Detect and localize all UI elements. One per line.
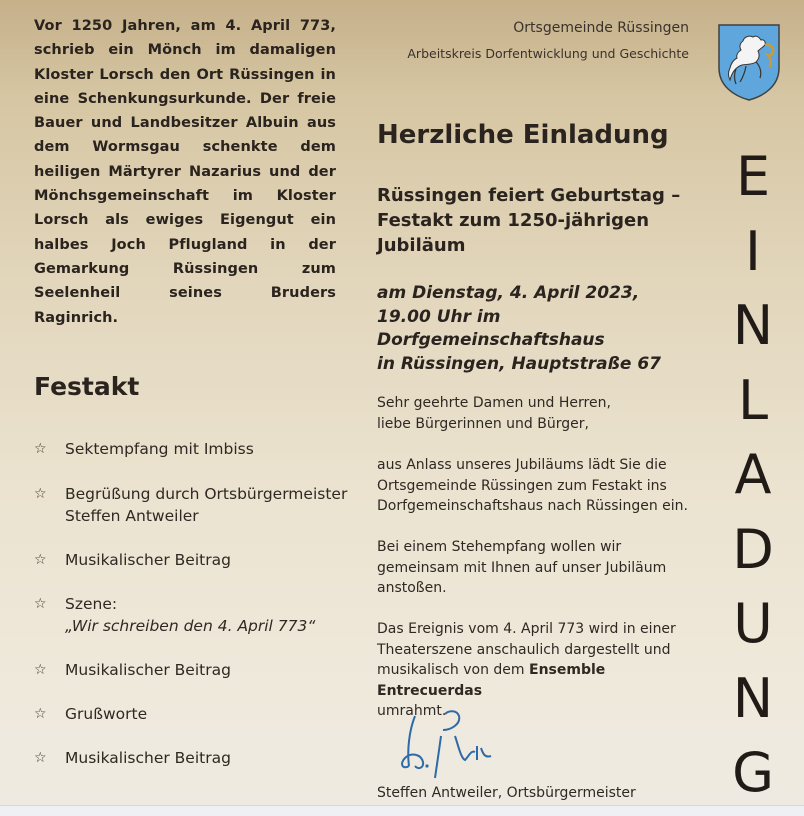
star-outline-icon: ☆: [34, 552, 47, 568]
vertical-letter: G: [732, 741, 774, 804]
event-time-venue: 19.00 Uhr im Dorfgemeinschaftshaus: [377, 306, 605, 350]
star-outline-icon: ☆: [34, 750, 47, 766]
program-item-label: Musikalischer Beitrag: [65, 661, 231, 679]
program-item: [34, 747, 354, 769]
program-item: [34, 703, 354, 725]
program-item: [34, 438, 354, 460]
vertical-letter: D: [732, 517, 774, 581]
intro-paragraph: Vor 1250 Jahren, am 4. April 773, schrieb ein Mönch im damaligen Kloster Lorsch den Ort Rüssingen in eine Schenkungsurkunde. Der freie Bauer und Landbesitzer Albuin aus dem Wormsgau schenkte dem heiligen Märtyrer Nazarius und der Mönchsgemeinschaft im Kloster Lorsch als ewiges Eigengut ein halbes Joch Pflugland in der Gemarkung Rüssingen zum Seelenheil seines Bruders Raginrich.: [34, 18, 336, 326]
program-item: [34, 549, 354, 571]
event-date-location: [377, 282, 697, 376]
program-item: [34, 593, 354, 637]
vertical-letter: I: [745, 219, 761, 283]
event-date: am Dienstag, 4. April 2023,: [377, 283, 640, 303]
program-item-label: Sektempfang mit Imbiss: [65, 440, 254, 458]
program-item-label: Szene:: [65, 595, 118, 613]
signer-name: Steffen Antweiler, Ortsbürgermeister: [377, 785, 636, 801]
paragraph-line: musikalisch von dem: [377, 662, 529, 678]
invitation-heading: Herzliche Einladung: [377, 120, 669, 150]
vertical-letter: N: [732, 666, 774, 730]
vertical-letter: N: [732, 294, 774, 357]
organization-subtitle: Arbeitskreis Dorfentwicklung und Geschichte: [407, 46, 689, 61]
event-title-line: Rüssingen feiert Geburtstag –: [377, 185, 681, 206]
vertical-word-einladung: [718, 140, 788, 811]
paragraph-line: Bei einem Stehempfang wollen wir: [377, 539, 622, 555]
program-item: [34, 483, 354, 527]
star-outline-icon: ☆: [34, 486, 47, 502]
star-outline-icon: ☆: [34, 662, 47, 678]
greeting: [377, 393, 697, 434]
program-item-label: Musikalischer Beitrag: [65, 749, 231, 767]
star-outline-icon: ☆: [34, 706, 47, 722]
vertical-letter: U: [733, 592, 773, 655]
paragraph-line: Dorfgemeinschaftshaus nach Rüssingen ein.: [377, 498, 688, 514]
viewer-bottom-bar: [0, 805, 804, 816]
program-item-sub: „Wir schreiben den 4. April 773“: [65, 617, 316, 635]
festakt-heading: Festakt: [34, 372, 140, 401]
program-item-label: Grußworte: [65, 705, 148, 723]
invitation-paragraph: [377, 455, 697, 517]
star-outline-icon: ☆: [34, 596, 47, 612]
reception-paragraph: [377, 537, 697, 599]
event-title-line: Festakt zum 1250-jährigen: [377, 210, 650, 231]
vertical-letter: L: [737, 368, 769, 432]
organization-name: Ortsgemeinde Rüssingen: [513, 20, 689, 36]
ensemble-name: Ensemble Entrecuerdas: [377, 662, 606, 699]
paragraph-line: anstoßen.: [377, 580, 447, 596]
program-item-label: Musikalischer Beitrag: [65, 551, 231, 569]
paragraph-line: aus Anlass unseres Jubiläums lädt Sie die: [377, 457, 667, 473]
vertical-letter: E: [735, 145, 771, 208]
paragraph-line: Das Ereignis vom 4. April 773 wird in einer: [377, 621, 676, 637]
signature-image: [385, 696, 515, 786]
vertical-letter: A: [734, 443, 772, 506]
program-list: [34, 438, 354, 769]
paragraph-line: gemeinsam mit Ihnen auf unser Jubiläum: [377, 559, 667, 576]
paragraph-line: umrahmt.: [377, 703, 447, 719]
greeting-line: liebe Bürgerinnen und Bürger,: [377, 415, 589, 432]
event-title-line: Jubiläum: [377, 235, 466, 256]
program-item-sub: Steffen Antweiler: [65, 507, 199, 525]
paragraph-line: Theaterszene anschaulich dargestellt und: [377, 641, 671, 658]
program-item: [34, 659, 354, 681]
event-address: in Rüssingen, Hauptstraße 67: [377, 353, 661, 374]
program-item-label: Begrüßung durch Ortsbürgermeister: [65, 485, 348, 503]
event-title: [377, 183, 697, 258]
greeting-line: Sehr geehrte Damen und Herren,: [377, 395, 611, 411]
star-outline-icon: ☆: [34, 441, 47, 457]
horse-crest-icon: [716, 22, 782, 102]
paragraph-line: Ortsgemeinde Rüssingen zum Festakt ins: [377, 477, 667, 494]
